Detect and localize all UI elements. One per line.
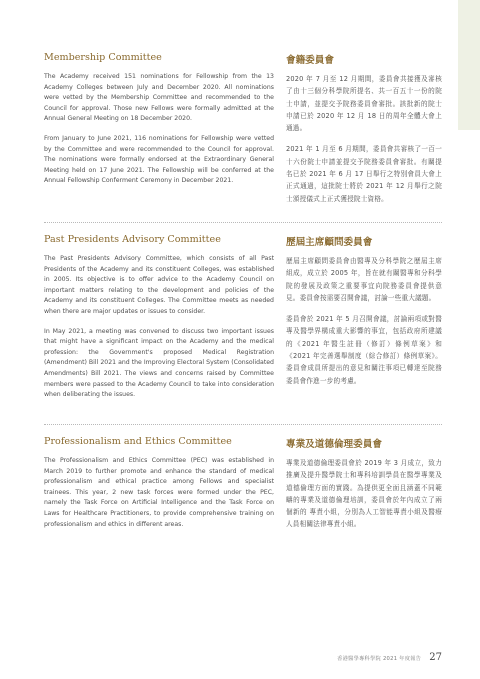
corner-tab-decoration — [458, 0, 480, 130]
past-presidents-zh-paragraph-2: 委員會於 2021 年 5 月召開會議，討論兩項或對醫專及醫學界構成重大影響的事宜，包括政府所建議的《2021 年醫生註冊（修訂）條例草案》和《2021 年完善選舉制度（綜合修訂）條例草案》。委員會成員所提出的意見和關注事項已轉達至院務委員會作進一步的考慮。 — [286, 315, 442, 385]
membership-en-paragraph-2: From January to June 2021, 116 nominations for Fellowship were vetted by the Committee and were recommended to the Council for approval. The nominations were formally endorsed at the Extraordinary General Meeting held on 17 June 2021. The Fellowship will be conferred at the Annual Fellowship Conferment Ceremony in December 2021. — [44, 134, 274, 185]
membership-en-column — [44, 52, 274, 196]
page-number: 27 — [429, 652, 442, 663]
membership-title-zh: 會籍委員會 — [286, 55, 334, 66]
membership-zh-paragraph-2: 2021 年 1 月至 6 月期間，委員會共審核了一百一十六份院士申請並提交予院務委員會審批。有關提名已於 2021 年 6 月 17 日舉行之特別會員大會上正式通過，這批院士將於 2021 年 12 月舉行之院士頒授儀式上正式獲授院士資格。 — [286, 145, 442, 203]
past-presidents-zh-column — [286, 234, 442, 396]
past-presidents-en-paragraph-1: The Past Presidents Advisory Committee, which consists of all Past Presidents of the Academy and its constituent Colleges, was established in 2005. Its objective is to offer advice to the Academy Council on important matters relating to the development and policies of the Academy and its constituent Colleges. The Committee meets as needed when there are major updates or issues to consider. — [44, 255, 274, 315]
past-presidents-en-column — [44, 234, 274, 410]
page-footer — [337, 652, 442, 663]
membership-en-paragraph-1: The Academy received 151 nominations for Fellowship from the 13 Academy Colleges between July and December 2020. All nominations were vetted by the Membership Committee and recommended to the Council for approval. Those new Fellows were formally admitted at the Annual General Meeting on 18 December 2020. — [44, 73, 274, 123]
footer-publication-title: 香港醫學專科學院 2021 年度報告 — [337, 656, 422, 662]
professionalism-zh-paragraph-1: 專業及道德倫理委員會於 2019 年 3 月成立，致力推廣及提升醫學院士和專科培訓學員在醫學專業及道德倫理方面的實踐。為提供更全面且涵蓋不同範疇的專業及道德倫理培訓，委員會於年內成立了兩個新的 專責小組，分別為人工智能專責小組及醫療人員相關法律專責小組。 — [286, 459, 442, 529]
professionalism-en-paragraph-1: The Professionalism and Ethics Committee (PEC) was established in March 2019 to further promote and enhance the standard of medical professionalism and ethical practice among Fellows and specialist trainees. This year, 2 new task forces were formed under the PEC, namely the Task Force on Artificial Intelligence and the Task Force on Laws for Healthcare Practitioners, to provide comprehensive training on professionalism and ethics in different areas. — [44, 457, 274, 528]
past-presidents-title-en: Past Presidents Advisory Committee — [44, 234, 221, 245]
section-divider — [44, 222, 442, 223]
membership-zh-column — [286, 52, 442, 214]
professionalism-title-en: Professionalism and Ethics Committee — [44, 436, 232, 447]
membership-title-en: Membership Committee — [44, 52, 162, 63]
professionalism-en-column — [44, 436, 274, 539]
membership-zh-paragraph-1: 2020 年 7 月至 12 月期間，委員會共接獲及審核了由十三個分科學院所提名、共一百五十一份的院士申請，並提交予院務委員會審批。該批新的院士申請已於 2020 年 12 月 18 日的周年全體大會上通過。 — [286, 75, 442, 133]
past-presidents-zh-paragraph-1: 歷屆主席顧問委員會由醫專及分科學院之歷屆主席組成，成立於 2005 年，旨在就有關醫專和分科學院的發展及政策之重要事宜向院務委員會提供意見。委員會按需要召開會議，討論一些重大議題。 — [286, 257, 442, 302]
past-presidents-en-paragraph-2: In May 2021, a meeting was convened to discuss two important issues that might have a significant impact on the Academy and the medical profession: the Government's proposed Medical Registration (Amendment) Bill 2021 and the Improving Electoral System (Consolidated Amendments) Bill 2021. The views and concerns raised by Committee members were passed to the Academy Council to take into consideration when deliberating the issues. — [44, 327, 274, 399]
professionalism-title-zh: 專業及道德倫理委員會 — [286, 439, 382, 450]
section-divider — [44, 424, 442, 425]
past-presidents-title-zh: 歷屆主席顧問委員會 — [286, 237, 373, 248]
professionalism-zh-column — [286, 436, 442, 540]
